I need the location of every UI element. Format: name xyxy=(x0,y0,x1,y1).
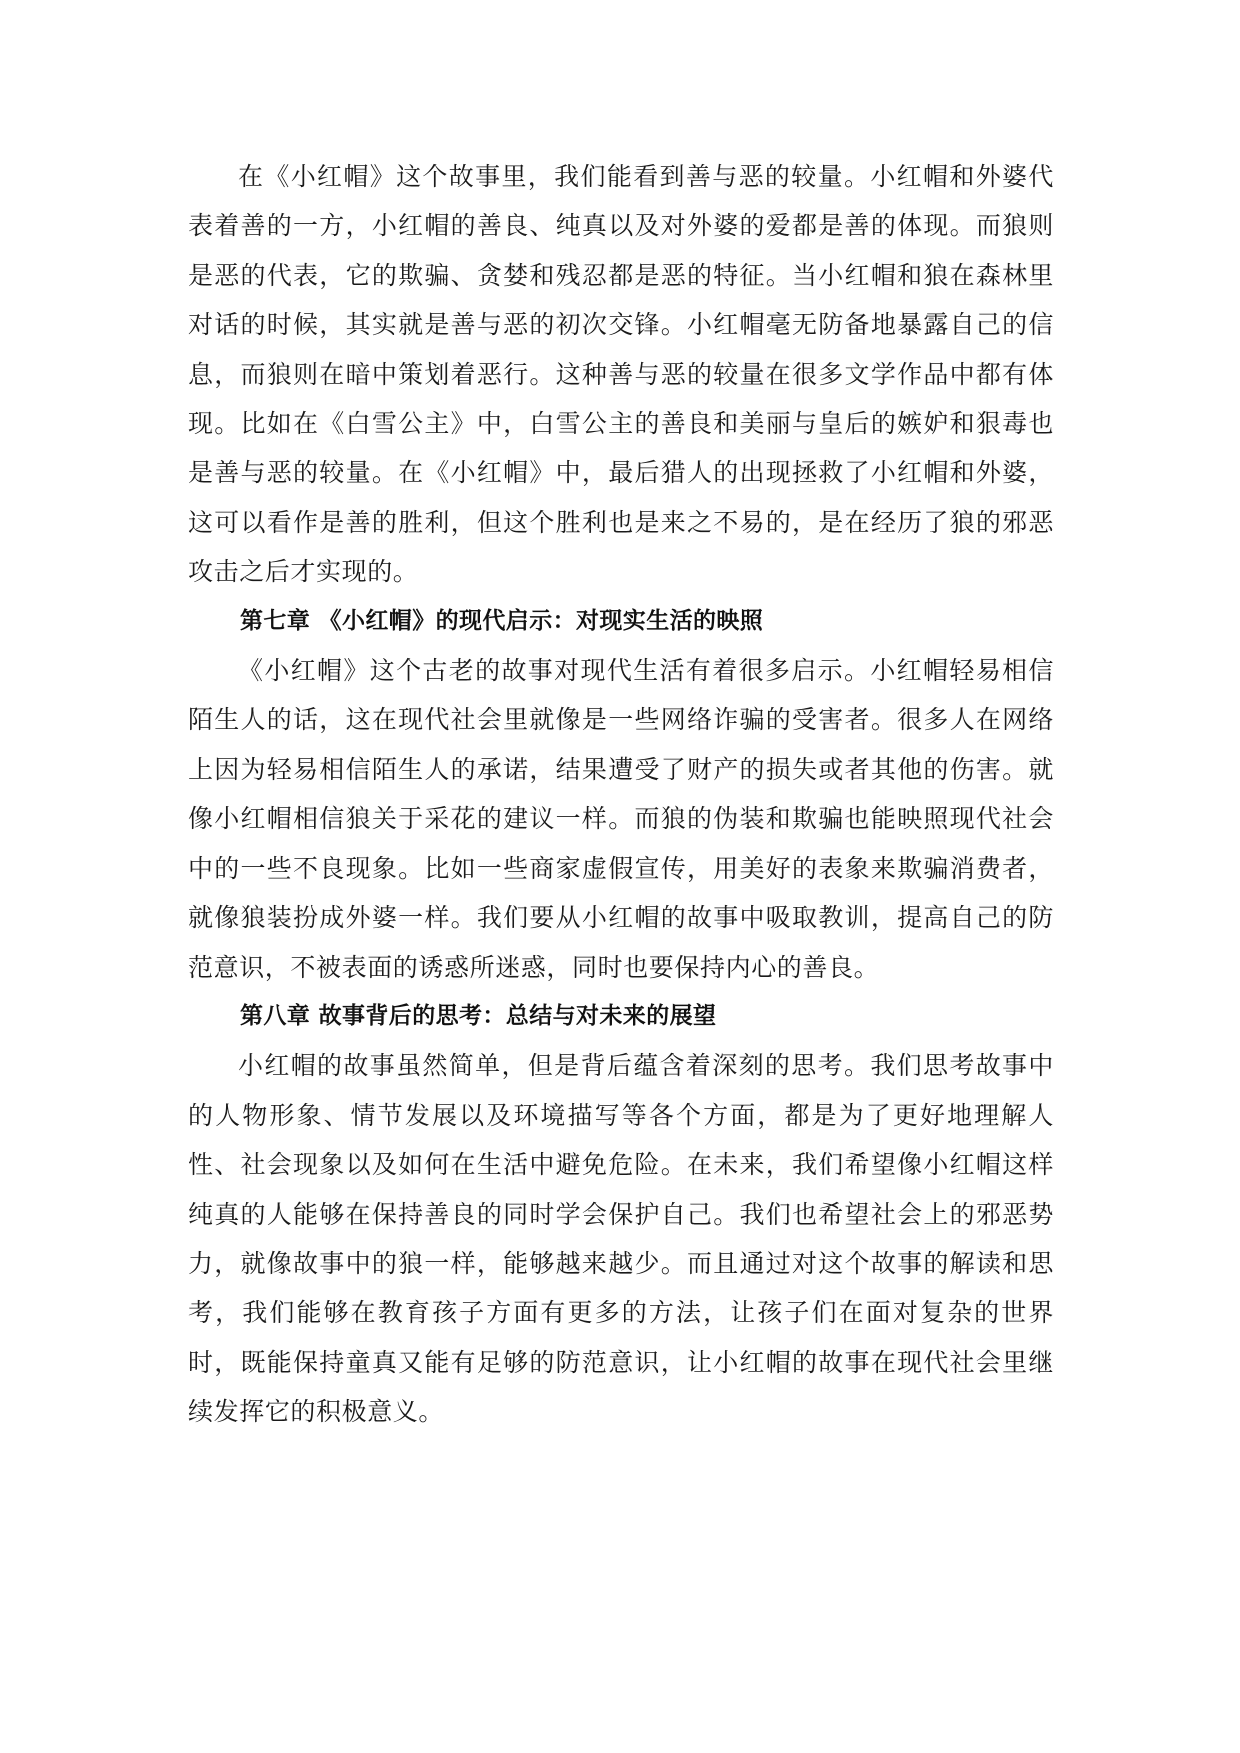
paragraph-reflection-future: 小红帽的故事虽然简单，但是背后蕴含着深刻的思考。我们思考故事中的人物形象、情节发展以及环境描写等各个方面，都是为了更好地理解人性、社会现象以及如何在生活中避免危险。在未来，我们希望像小红帽这样纯真的人能够在保持善良的同时学会保护自己。我们也希望社会上的邪恶势力，就像故事中的狼一样，能够越来越少。而且通过对这个故事的解读和思考，我们能够在教育孩子方面有更多的方法，让孩子们在面对复杂的世界时，既能保持童真又能有足够的防范意识，让小红帽的故事在现代社会里继续发挥它的积极意义。 xyxy=(188,1051,1054,1427)
document-body xyxy=(188,152,1054,1437)
paragraph-good-vs-evil: 在《小红帽》这个故事里，我们能看到善与恶的较量。小红帽和外婆代表着善的一方，小红帽的善良、纯真以及对外婆的爱都是善的体现。而狼则是恶的代表，它的欺骗、贪婪和残忍都是恶的特征。当小红帽和狼在森林里对话的时候，其实就是善与恶的初次交锋。小红帽毫无防备地暴露自己的信息，而狼则在暗中策划着恶行。这种善与恶的较量在很多文学作品中都有体现。比如在《白雪公主》中，白雪公主的善良和美丽与皇后的嫉妒和狠毒也是善与恶的较量。在《小红帽》中，最后猎人的出现拯救了小红帽和外婆，这可以看作是善的胜利，但这个胜利也是来之不易的，是在经历了狼的邪恶攻击之后才实现的。 xyxy=(188,162,1054,587)
chapter-7-heading: 第七章 《小红帽》的现代启示：对现实生活的映照 xyxy=(240,607,764,634)
chapter-8-heading: 第八章 故事背后的思考：总结与对未来的展望 xyxy=(240,1002,717,1029)
paragraph-modern-lessons: 《小红帽》这个古老的故事对现代生活有着很多启示。小红帽轻易相信陌生人的话，这在现代社会里就像是一些网络诈骗的受害者。很多人在网络上因为轻易相信陌生人的承诺，结果遭受了财产的损失或者其他的伤害。就像小红帽相信狼关于采花的建议一样。而狼的伪装和欺骗也能映照现代社会中的一些不良现象。比如一些商家虚假宣传，用美好的表象来欺骗消费者，就像狼装扮成外婆一样。我们要从小红帽的故事中吸取教训，提高自己的防范意识，不被表面的诱惑所迷惑，同时也要保持内心的善良。 xyxy=(188,656,1054,982)
